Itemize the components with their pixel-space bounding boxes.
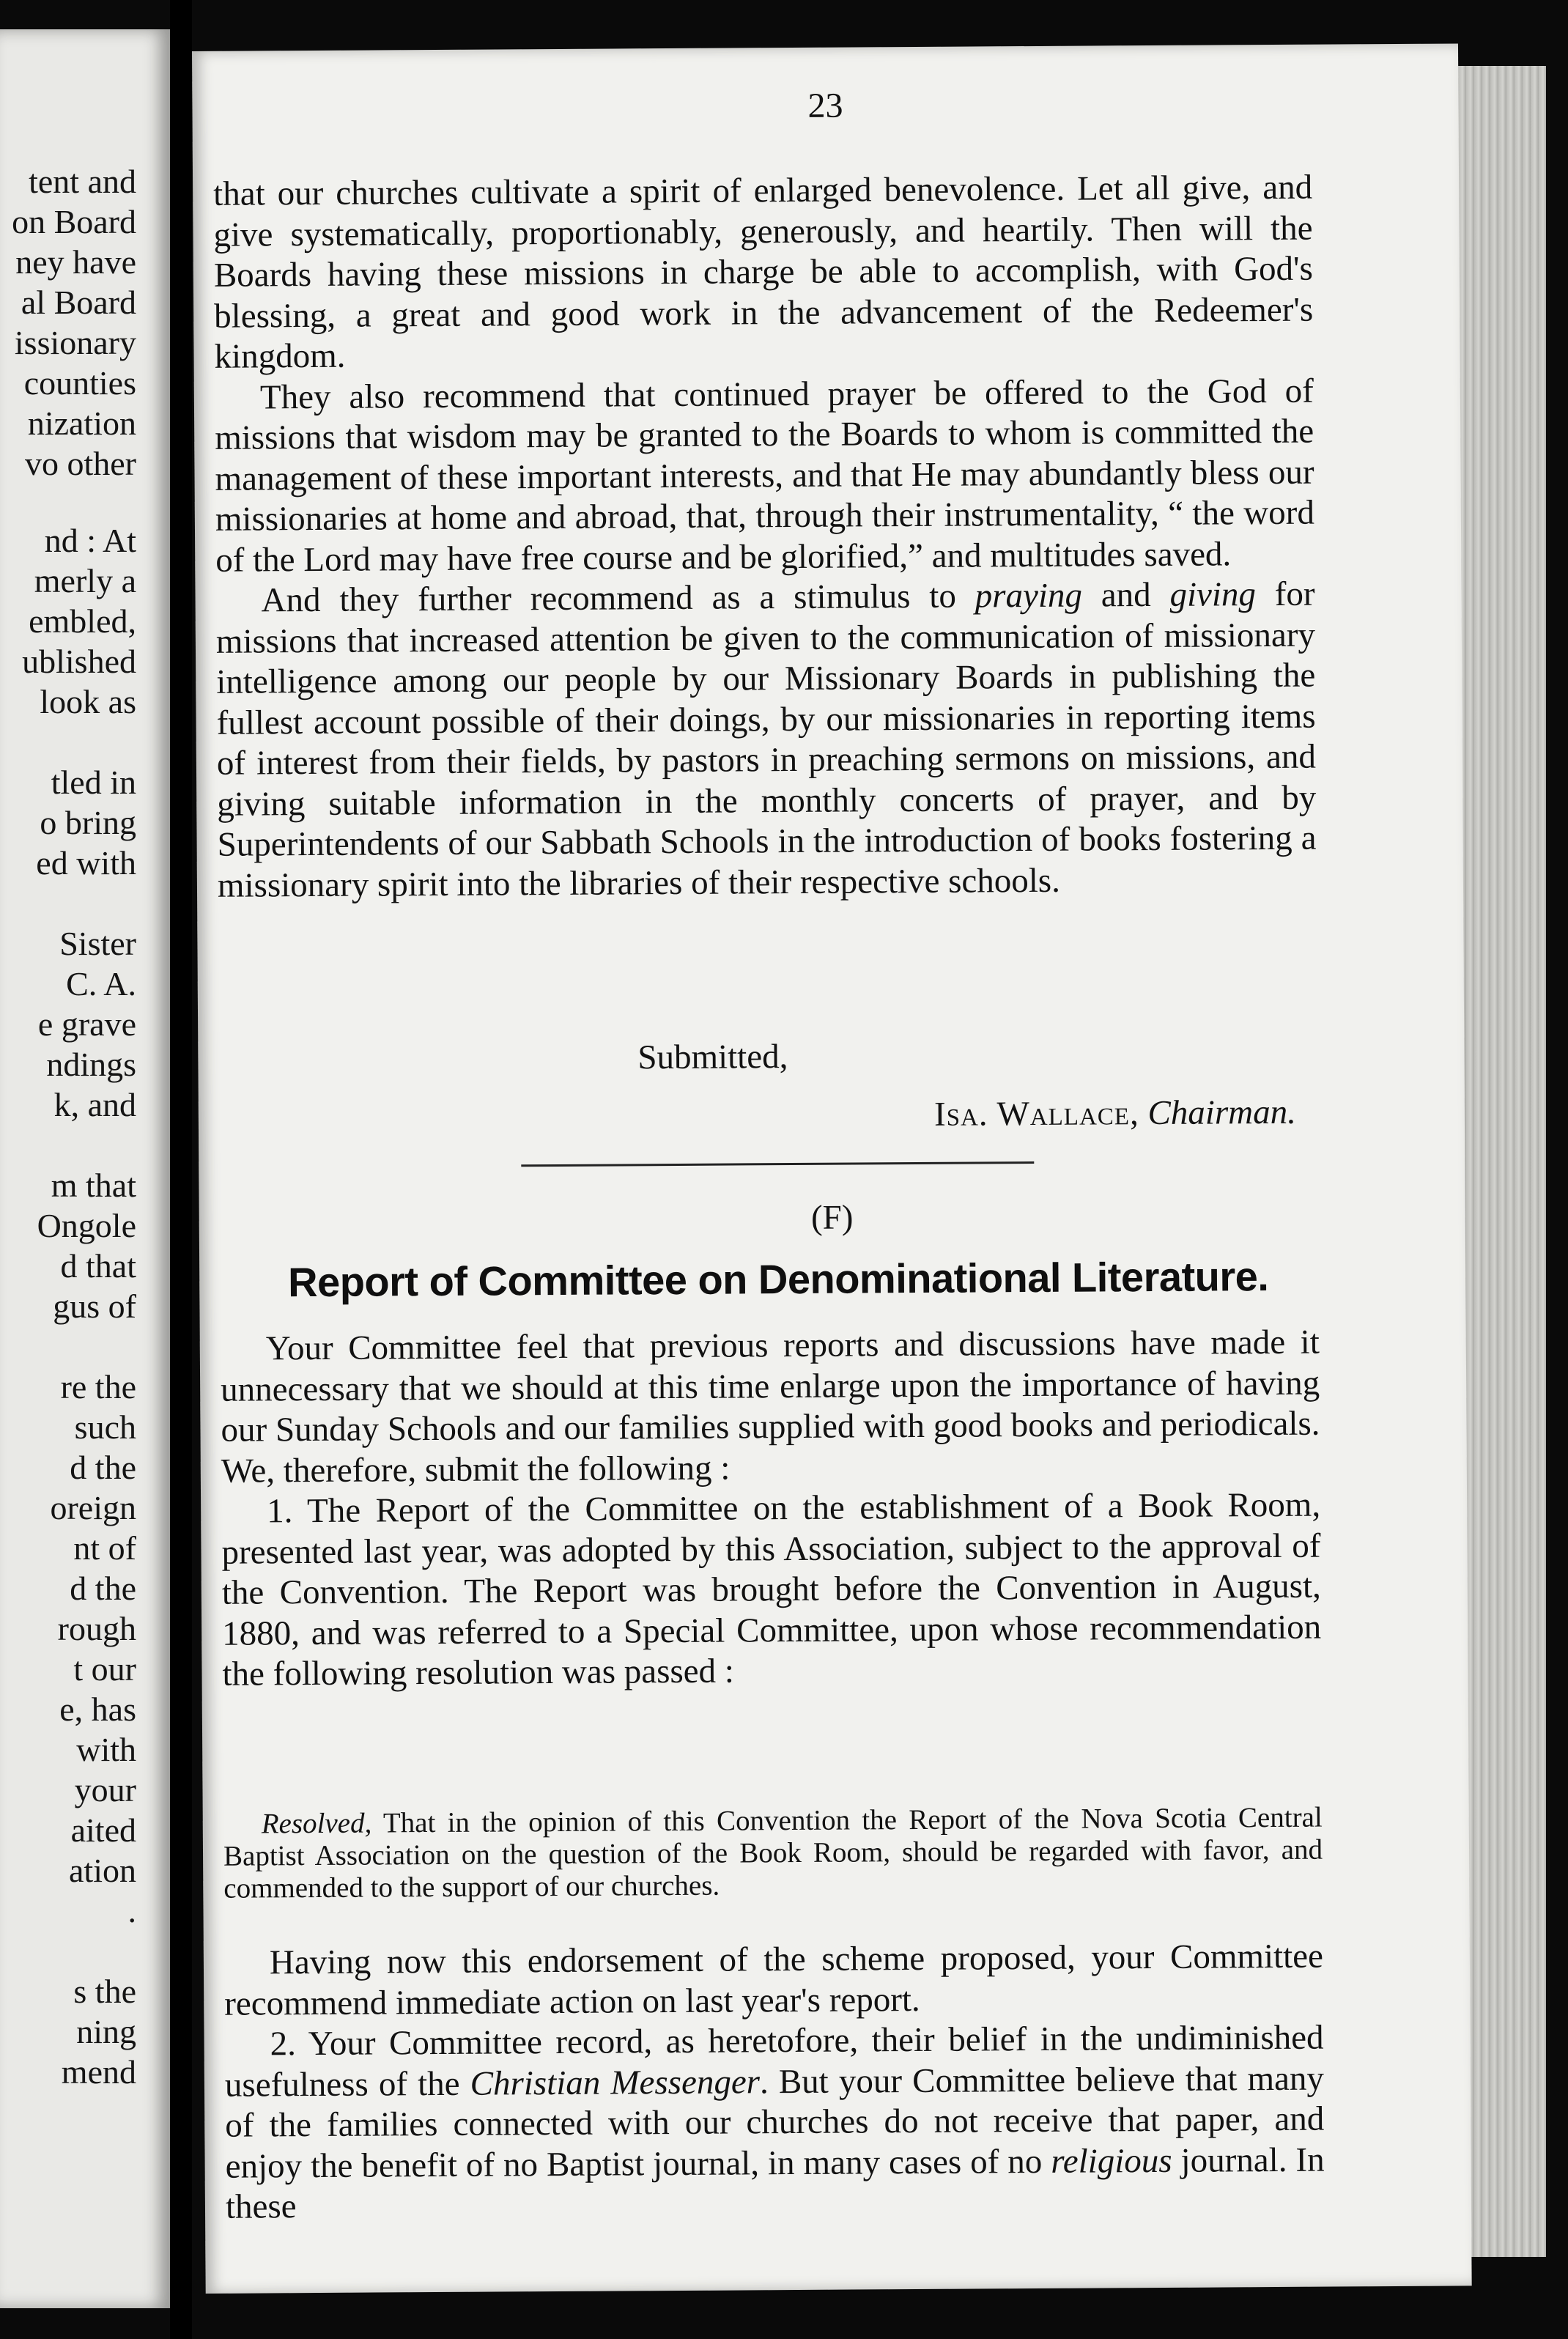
resolution-quote: Resolved, That in the opinion of this Convention the Report of the Nova Scotia Central Baptist Association on the question of the Book Room, should be regarded with favor, and commended to the support of our churches. [223, 1801, 1323, 1904]
signatory-title: Chairman. [1147, 1093, 1297, 1133]
previous-page-line: s the [73, 1973, 136, 2010]
previous-page-line: ning [76, 2013, 136, 2050]
paragraph-benevolence: that our churches cultivate a spirit of enlarged benevolence. Let all give, and give systematically, proportionably, generously, and heartily. Then will the Boards having these missions in charge be able to accomplish, with God's blessing, a great and good work in the advancement of the Redeemer's kingdom. [213, 168, 1314, 376]
book-gutter [170, 0, 192, 2339]
previous-page-line: look as [40, 683, 136, 720]
paragraph-endorsement: Having now this endorsement of the scheme proposed, your Committee recommend immediate action on last year's report. [224, 1937, 1324, 2023]
section-title: Report of Committee on Denominational Literature. [287, 1253, 1269, 1306]
submitted-line: Submitted, [637, 1038, 788, 1077]
previous-page-line: nd : At [44, 522, 136, 559]
paragraph-messenger: 2. Your Committee record, as heretofore, their belief in the undiminished usefulness of the Christian Messenger. But your Committee believe that many of the families connected with our churches do not receive that paper, and enjoy the benefit of no Baptist journal, in many cases of no religious journal. In these [224, 2018, 1325, 2226]
previous-page-line: ation [69, 1852, 136, 1889]
closing-report-block [224, 1937, 1325, 2228]
previous-page-line: e grave [37, 1005, 136, 1043]
page-edges [1458, 66, 1546, 2257]
signature [934, 1093, 1296, 1134]
previous-page-line: on Board [12, 203, 136, 240]
previous-page-line: . [127, 1892, 136, 1929]
previous-page-line: oreign [50, 1489, 136, 1526]
previous-page-line: e, has [59, 1690, 136, 1728]
previous-page-line: d the [70, 1449, 136, 1486]
previous-page-line: rough [57, 1610, 136, 1647]
previous-page-line: m that [51, 1167, 136, 1204]
previous-page-line: o bring [40, 804, 136, 841]
previous-page-line: with [76, 1731, 136, 1768]
previous-page-line: merly a [34, 562, 136, 599]
previous-page-line: Ongole [37, 1207, 136, 1244]
previous-page-line: aited [70, 1811, 136, 1849]
previous-page-line: re the [60, 1368, 136, 1405]
signatory-name: Isa. Wallace, [933, 1094, 1139, 1134]
emphasis-giving: giving [1169, 575, 1257, 614]
previous-page-line: nization [27, 404, 136, 442]
previous-page-line: gus of [53, 1287, 136, 1325]
emphasis-religious: religious [1051, 2141, 1172, 2181]
page-23 [192, 43, 1472, 2293]
previous-page-line: mend [61, 2053, 136, 2091]
paragraph-stimulus: And they further recommend as a stimulus to praying and giving for missions that increased attention be given to the communication of missionary intelligence among our people by our Missionary Boards in publishing the fullest account possible of their doings, by our missionaries in reporting items of interest from their fields, by pastors in preaching sermons on missions, and giving suitable information in the monthly concerts of prayer, and by Superintendents of our Sabbath Schools in the introduction of books fostering a missionary spirit into the libraries of their respective schools. [215, 574, 1317, 905]
publication-title: Christian Messenger [470, 2062, 761, 2103]
previous-page-fragment [0, 29, 170, 2308]
previous-page-line: C. A. [66, 965, 136, 1002]
previous-page-line: al Board [21, 284, 136, 321]
previous-page-line: ney have [15, 243, 136, 281]
previous-page-line: embled, [29, 602, 136, 640]
paragraph-book-room: 1. The Report of the Committee on the establishment of a Book Room, presented last year, was adopted by this Association, subject to the approval of the Convention. The Report was brought before the Convention in August, 1880, and was referred to a Special Committee, upon whose recommendation the following resolution was passed : [221, 1485, 1322, 1693]
resolved-label: Resolved, [261, 1807, 372, 1840]
previous-page-line: d the [70, 1570, 136, 1607]
previous-page-line: tent and [29, 163, 136, 200]
previous-page-line: vo other [24, 445, 136, 482]
previous-page-line: k, and [53, 1086, 136, 1123]
paragraph-introduction: Your Committee feel that previous reports and discussions have made it unnecessary that we should at this time enlarge upon the importance of having our Sunday Schools and our families supplied with good books and periodicals. We, therefore, submit the following : [220, 1323, 1320, 1490]
previous-page-line: Sister [59, 925, 136, 962]
previous-page-line: such [74, 1408, 136, 1446]
previous-page-line: ed with [36, 844, 136, 882]
page-number: 23 [807, 86, 843, 125]
previous-page-line: ublished [22, 643, 136, 680]
previous-page-line: issionary [14, 324, 136, 361]
section-letter: (F) [810, 1198, 854, 1237]
previous-page-line: tled in [51, 764, 136, 801]
previous-page-line: counties [23, 364, 136, 402]
previous-page-line: ndings [46, 1046, 136, 1083]
paragraph-prayer: They also recommend that continued prayer be offered to the God of missions that wisdom may be granted to the Boards to whom is committed the management of these important interests, and that He may abundantly bless our missionaries at home and abroad, that, through their instrumentality, “ the word of the Lord may have free course and be glorified,” and multitudes saved. [215, 372, 1315, 580]
closing-text-block [213, 168, 1317, 906]
previous-page-line: your [74, 1771, 136, 1808]
previous-page-line: t our [73, 1650, 136, 1688]
previous-page-line: d that [60, 1247, 136, 1285]
section-divider [521, 1161, 1034, 1167]
emphasis-praying: praying [975, 576, 1083, 616]
previous-page-line: nt of [73, 1529, 136, 1567]
report-text-block [221, 1323, 1322, 1696]
